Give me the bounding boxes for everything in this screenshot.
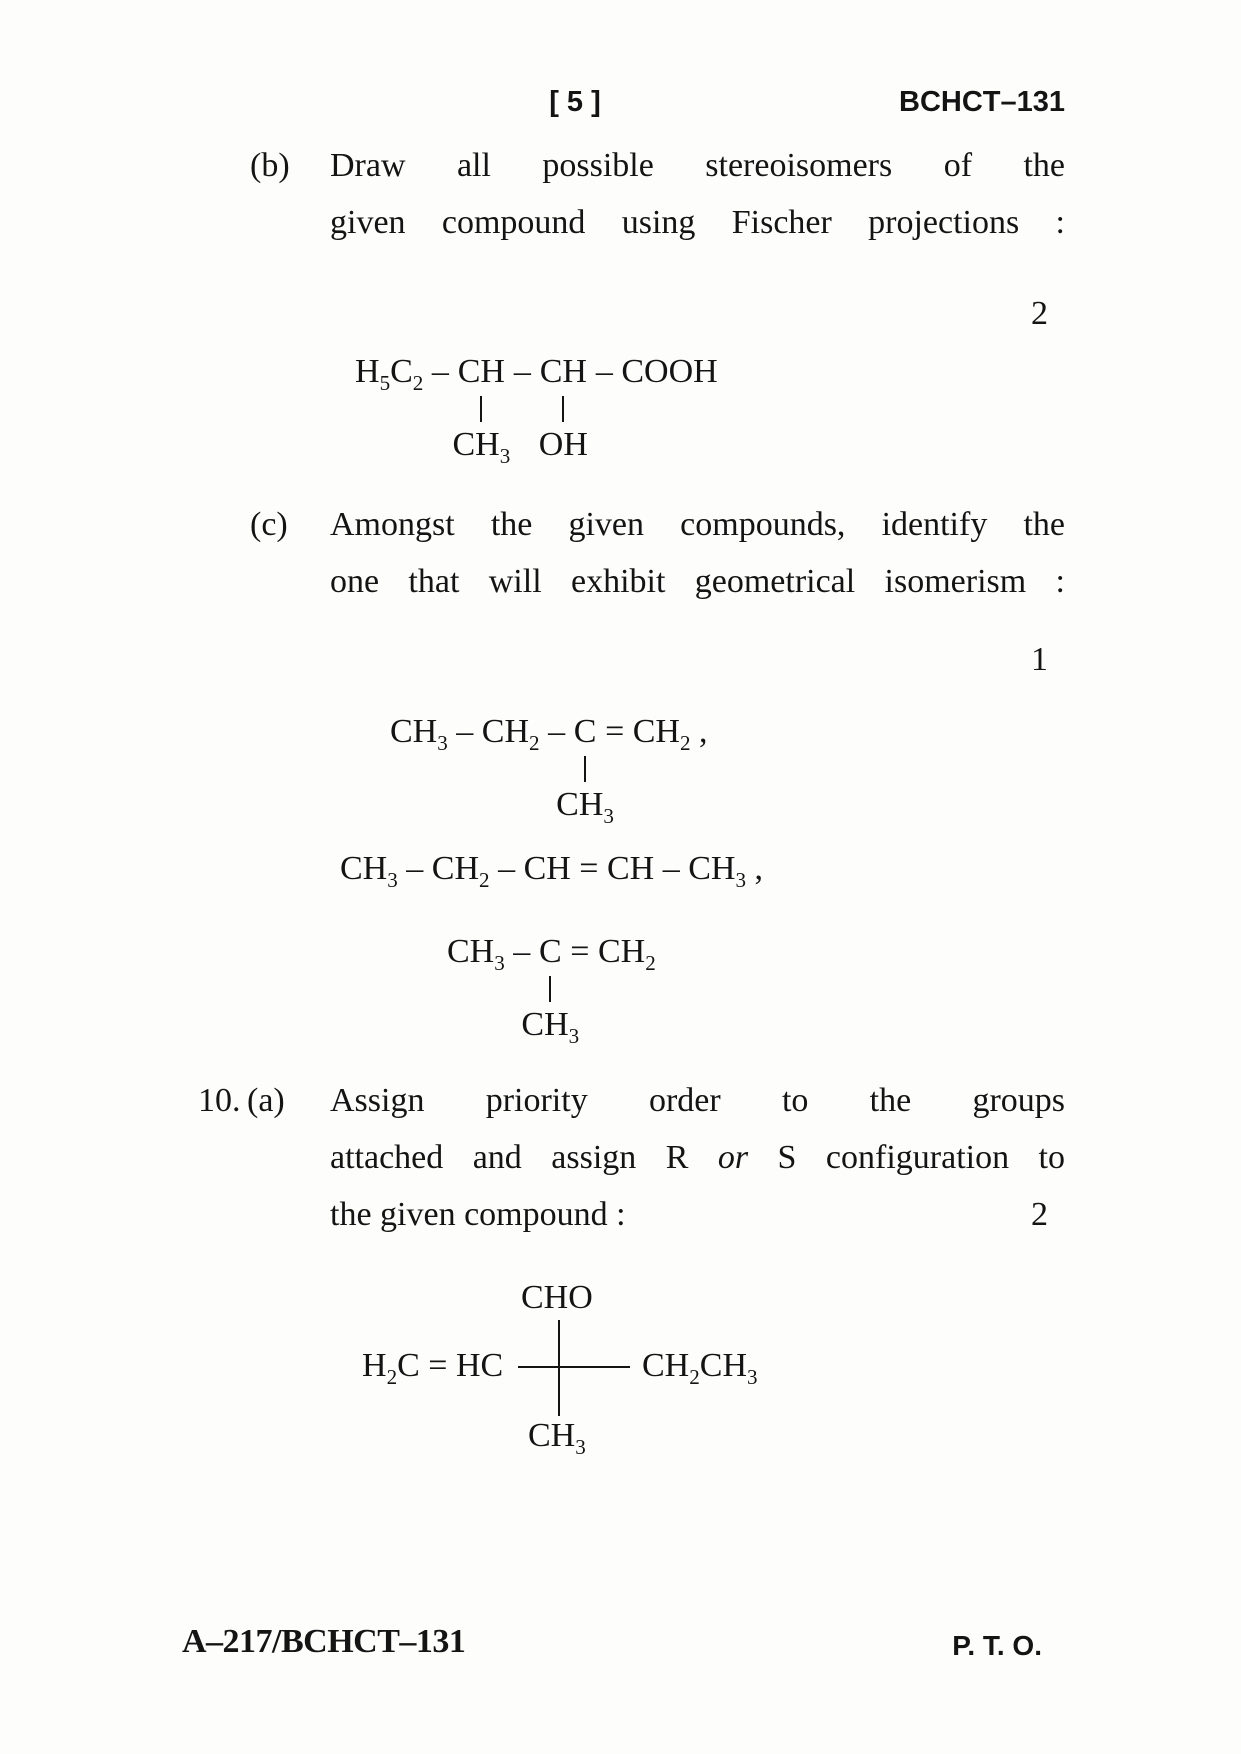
question-c-line1: Amongst the given compounds, identify the <box>330 506 1065 543</box>
question-10a-line2-or: or <box>717 1139 749 1176</box>
course-code: BCHCT–131 <box>899 86 1065 118</box>
question-c-label: (c) <box>250 506 288 543</box>
single-bond-icon <box>480 396 482 422</box>
question-10a-line1: Assign priority order to the groups <box>330 1082 1065 1119</box>
question-b-marks: 2 <box>1031 295 1048 332</box>
compound-1-branch-group: $CH_3$ <box>556 786 614 828</box>
horizontal-bond-icon <box>518 1366 630 1368</box>
compound-3-branch-group: $CH_3$ <box>521 1006 580 1048</box>
compound-3-branch-atom: C <box>538 933 562 970</box>
compound-3-post: = $CH_2$ <box>561 933 656 975</box>
structure-10a-top-group: CHO <box>521 1279 593 1316</box>
question-b-line1: Draw all possible stereoisomers of the <box>330 147 1065 184</box>
formula-b <box>355 352 718 468</box>
single-bond-icon <box>549 976 551 1002</box>
footer-pto: P. T. O. <box>952 1630 1042 1661</box>
compound-1-branch-atom: C <box>573 713 597 750</box>
structure-10a <box>350 1278 790 1468</box>
vertical-bond-icon <box>558 1320 560 1416</box>
compound-3-branch <box>521 932 580 1048</box>
question-b-line2: given compound using Fischer projections : <box>330 204 1065 241</box>
formula-b-chain-start: $H_5C_2$ – <box>355 353 458 395</box>
page-number: [ 5 ] <box>549 86 601 118</box>
formula-b-branch1 <box>452 352 511 468</box>
formula-b-chain-end: – COOH <box>587 353 718 390</box>
formula-b-branch2 <box>539 352 587 465</box>
structure-10a-bottom-group: $CH_3$ <box>528 1417 586 1459</box>
structure-10a-right-group: $CH_2CH_3$ <box>642 1347 758 1389</box>
question-10-number: 10. <box>198 1082 241 1119</box>
compound-1-branch <box>556 712 614 828</box>
question-b-label: (b) <box>250 147 290 184</box>
formula-b-chain-mid: – <box>505 353 540 390</box>
compound-3-pre: $CH_3$ – <box>447 933 539 975</box>
question-10a-label: (a) <box>247 1082 285 1119</box>
formula-b-branch1-atom: CH <box>457 353 505 390</box>
question-10a-line2-pre: attached and assign R <box>330 1139 718 1176</box>
single-bond-icon <box>584 756 586 782</box>
question-c-marks: 1 <box>1031 641 1048 678</box>
formula-b-branch2-group: OH <box>538 426 588 463</box>
compound-1-post: = $CH_2$ , <box>596 713 708 755</box>
question-10a-marks: 2 <box>1031 1196 1048 1233</box>
question-10a-line3: the given compound : <box>330 1196 626 1233</box>
formula-b-branch2-atom: CH <box>539 353 587 390</box>
compound-3 <box>447 932 656 1048</box>
compound-1-pre: $CH_3 - CH_2$ – <box>390 713 574 755</box>
compound-1 <box>390 712 708 828</box>
structure-10a-left-group: $H_2C$ = HC <box>362 1347 504 1389</box>
footer-paper-code: A–217/BCHCT–131 <box>182 1623 466 1660</box>
question-c-line2: one that will exhibit geometrical isomerism : <box>330 563 1065 600</box>
question-10a-line2 <box>330 1138 1065 1178</box>
compound-2: $CH_3 - CH_2$ – CH = CH – $CH_3$ , <box>340 850 763 892</box>
question-10a-line2-post: S configuration to <box>748 1139 1065 1176</box>
single-bond-icon <box>562 396 564 422</box>
formula-b-branch1-group: $CH_3$ <box>452 426 511 468</box>
